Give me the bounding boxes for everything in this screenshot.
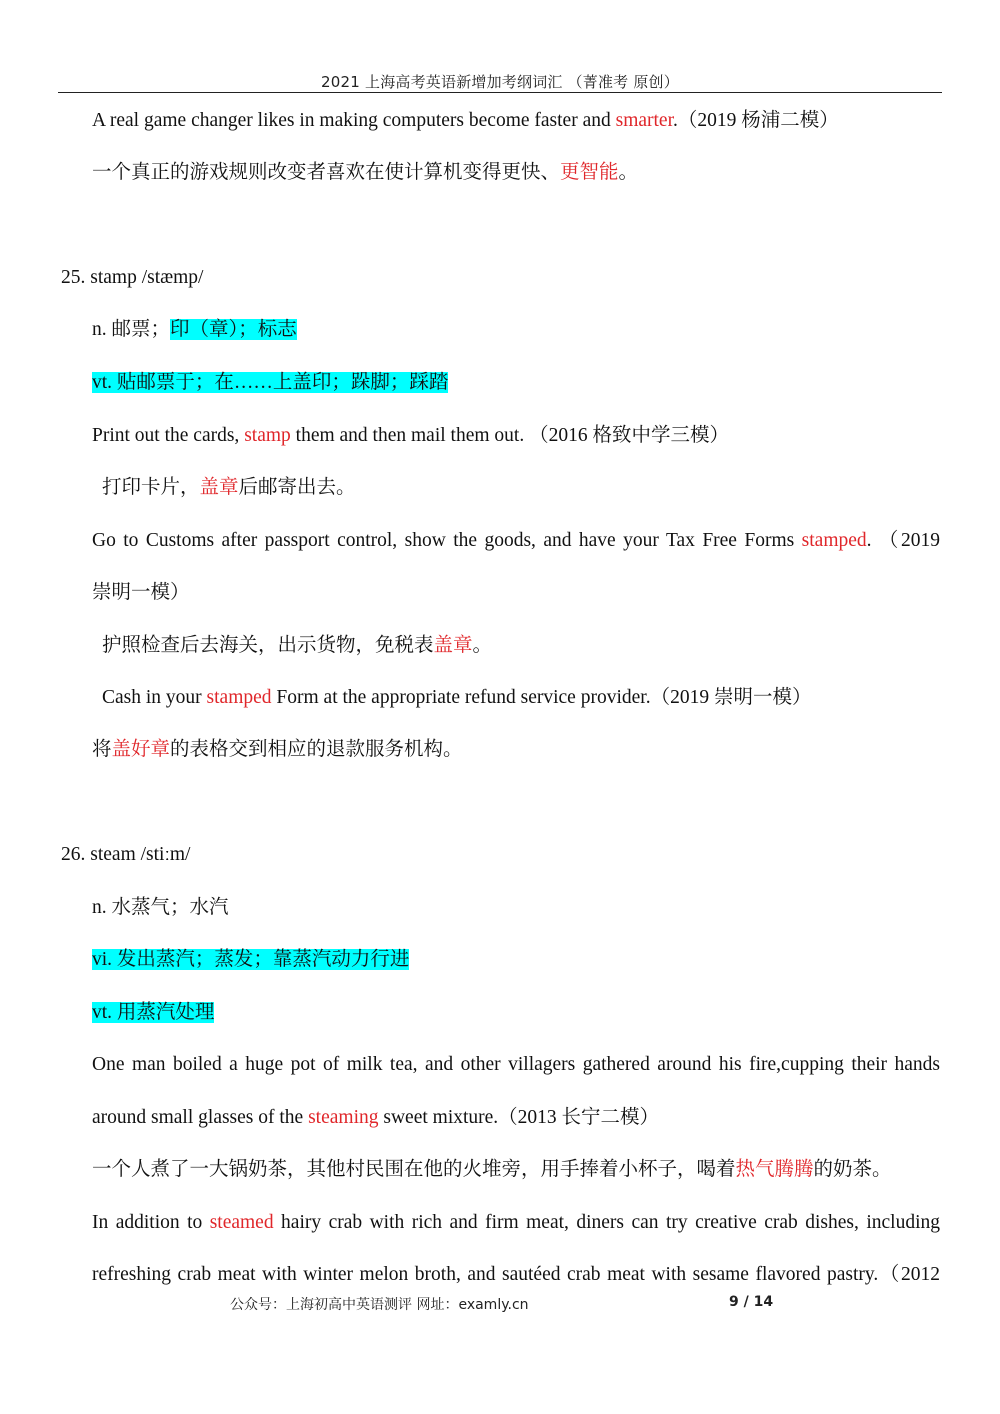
vt-highlight: vt. 用蒸汽处理 — [92, 1002, 215, 1023]
source: .（2019 杨浦二模） — [673, 110, 839, 131]
highlight-word: stamped — [801, 530, 867, 551]
entry-25-example-2-en — [92, 529, 940, 553]
entry-25-example-1-en — [92, 424, 729, 448]
noun-highlight: 印（章）；标志 — [170, 319, 297, 340]
highlight-word: 热气腾腾 — [735, 1159, 814, 1180]
text: around small glasses of the — [92, 1107, 309, 1128]
text: Print out the cards, — [92, 425, 245, 446]
verb-highlight: vt. 贴邮票于；在……上盖印；跺脚；踩踏 — [92, 372, 449, 393]
highlight-word: 盖好章 — [111, 739, 171, 760]
footer-contact: 公众号：上海初高中英语测评 网址：examly.cn — [230, 1297, 529, 1313]
entry-26-headword: 26. steam /stiːm/ — [61, 844, 191, 865]
entry-26-example-1-en-line2 — [92, 1106, 659, 1130]
text-end: 。 — [472, 635, 493, 656]
entry-25-example-3-zh — [92, 738, 463, 762]
text-end: 的表格交到相应的退款服务机构。 — [170, 739, 463, 760]
text-end: them and then mail them out. （2016 格致中学三模） — [290, 425, 729, 446]
entry-25-verb — [92, 371, 448, 395]
entry-25-example-3-en — [102, 686, 811, 710]
text-end: 的奶茶。 — [813, 1159, 892, 1180]
entry-26-example-2-en-line2: refreshing crab meat with winter melon broth, and sautéed crab meat with sesame flavored pastry.（2012 — [92, 1264, 940, 1285]
text: 护照检查后去海关，出示货物，免税表 — [102, 635, 434, 656]
page-number: 9 / 14 — [729, 1294, 774, 1310]
entry-25-noun — [92, 318, 297, 342]
text: In addition to — [92, 1212, 210, 1233]
entry-26-noun: n. 水蒸气；水汽 — [92, 897, 229, 918]
intro-example-zh — [92, 161, 638, 185]
page-header: 2021 上海高考英语新增加考纲词汇 （菁准考 原创） — [321, 73, 679, 91]
text-end: Form at the appropriate refund service provider.（2019 崇明一模） — [271, 687, 812, 708]
text-end: 后邮寄出去。 — [238, 477, 356, 498]
text-end: hairy crab with rich and firm meat, diners can try creative crab dishes, including — [273, 1212, 941, 1233]
highlight-word: stamped — [206, 687, 272, 708]
text: A real game changer likes in making computers become faster and — [92, 110, 616, 131]
vi-highlight: vi. 发出蒸汽；蒸发；靠蒸汽动力行进 — [92, 949, 410, 970]
entry-26-example-1-en-line1: One man boiled a huge pot of milk tea, and other villagers gathered around his fire,cupping their hands — [92, 1054, 940, 1075]
entry-26-example-1-zh — [92, 1158, 892, 1182]
text-end: sweet mixture.（2013 长宁二模） — [378, 1107, 660, 1128]
text: 一个真正的游戏规则改变者喜欢在使计算机变得更快、 — [92, 162, 561, 183]
entry-25-example-2-zh — [102, 634, 492, 658]
text: Cash in your — [102, 687, 207, 708]
noun-plain: n. 邮票； — [92, 319, 171, 340]
highlight-word: steaming — [308, 1107, 379, 1128]
highlight-word: 盖章 — [199, 477, 239, 498]
highlight-word: smarter — [615, 110, 674, 131]
intro-example-en — [92, 109, 839, 133]
entry-25-example-2-source: 崇明一模） — [92, 582, 190, 603]
highlight-word: stamp — [244, 425, 291, 446]
text: 将 — [92, 739, 112, 760]
text: Go to Customs after passport control, show the goods, and have your Tax Free Forms — [92, 530, 802, 551]
entry-26-vi — [92, 948, 409, 972]
text: 一个人煮了一大锅奶茶，其他村民围在他的火堆旁，用手捧着小杯子，喝着 — [92, 1159, 736, 1180]
entry-25-example-1-zh — [102, 476, 356, 500]
highlight-word: 更智能 — [560, 162, 619, 183]
entry-26-vt — [92, 1001, 214, 1025]
entry-25-headword: 25. stamp /stæmp/ — [61, 267, 204, 288]
text: 打印卡片， — [102, 477, 200, 498]
text-end: 。 — [618, 162, 639, 183]
entry-26-example-2-en-line1 — [92, 1211, 940, 1235]
text-end: . （2019 — [866, 530, 940, 551]
highlight-word: 盖章 — [433, 635, 473, 656]
header-rule — [58, 92, 942, 93]
highlight-word: steamed — [209, 1212, 274, 1233]
